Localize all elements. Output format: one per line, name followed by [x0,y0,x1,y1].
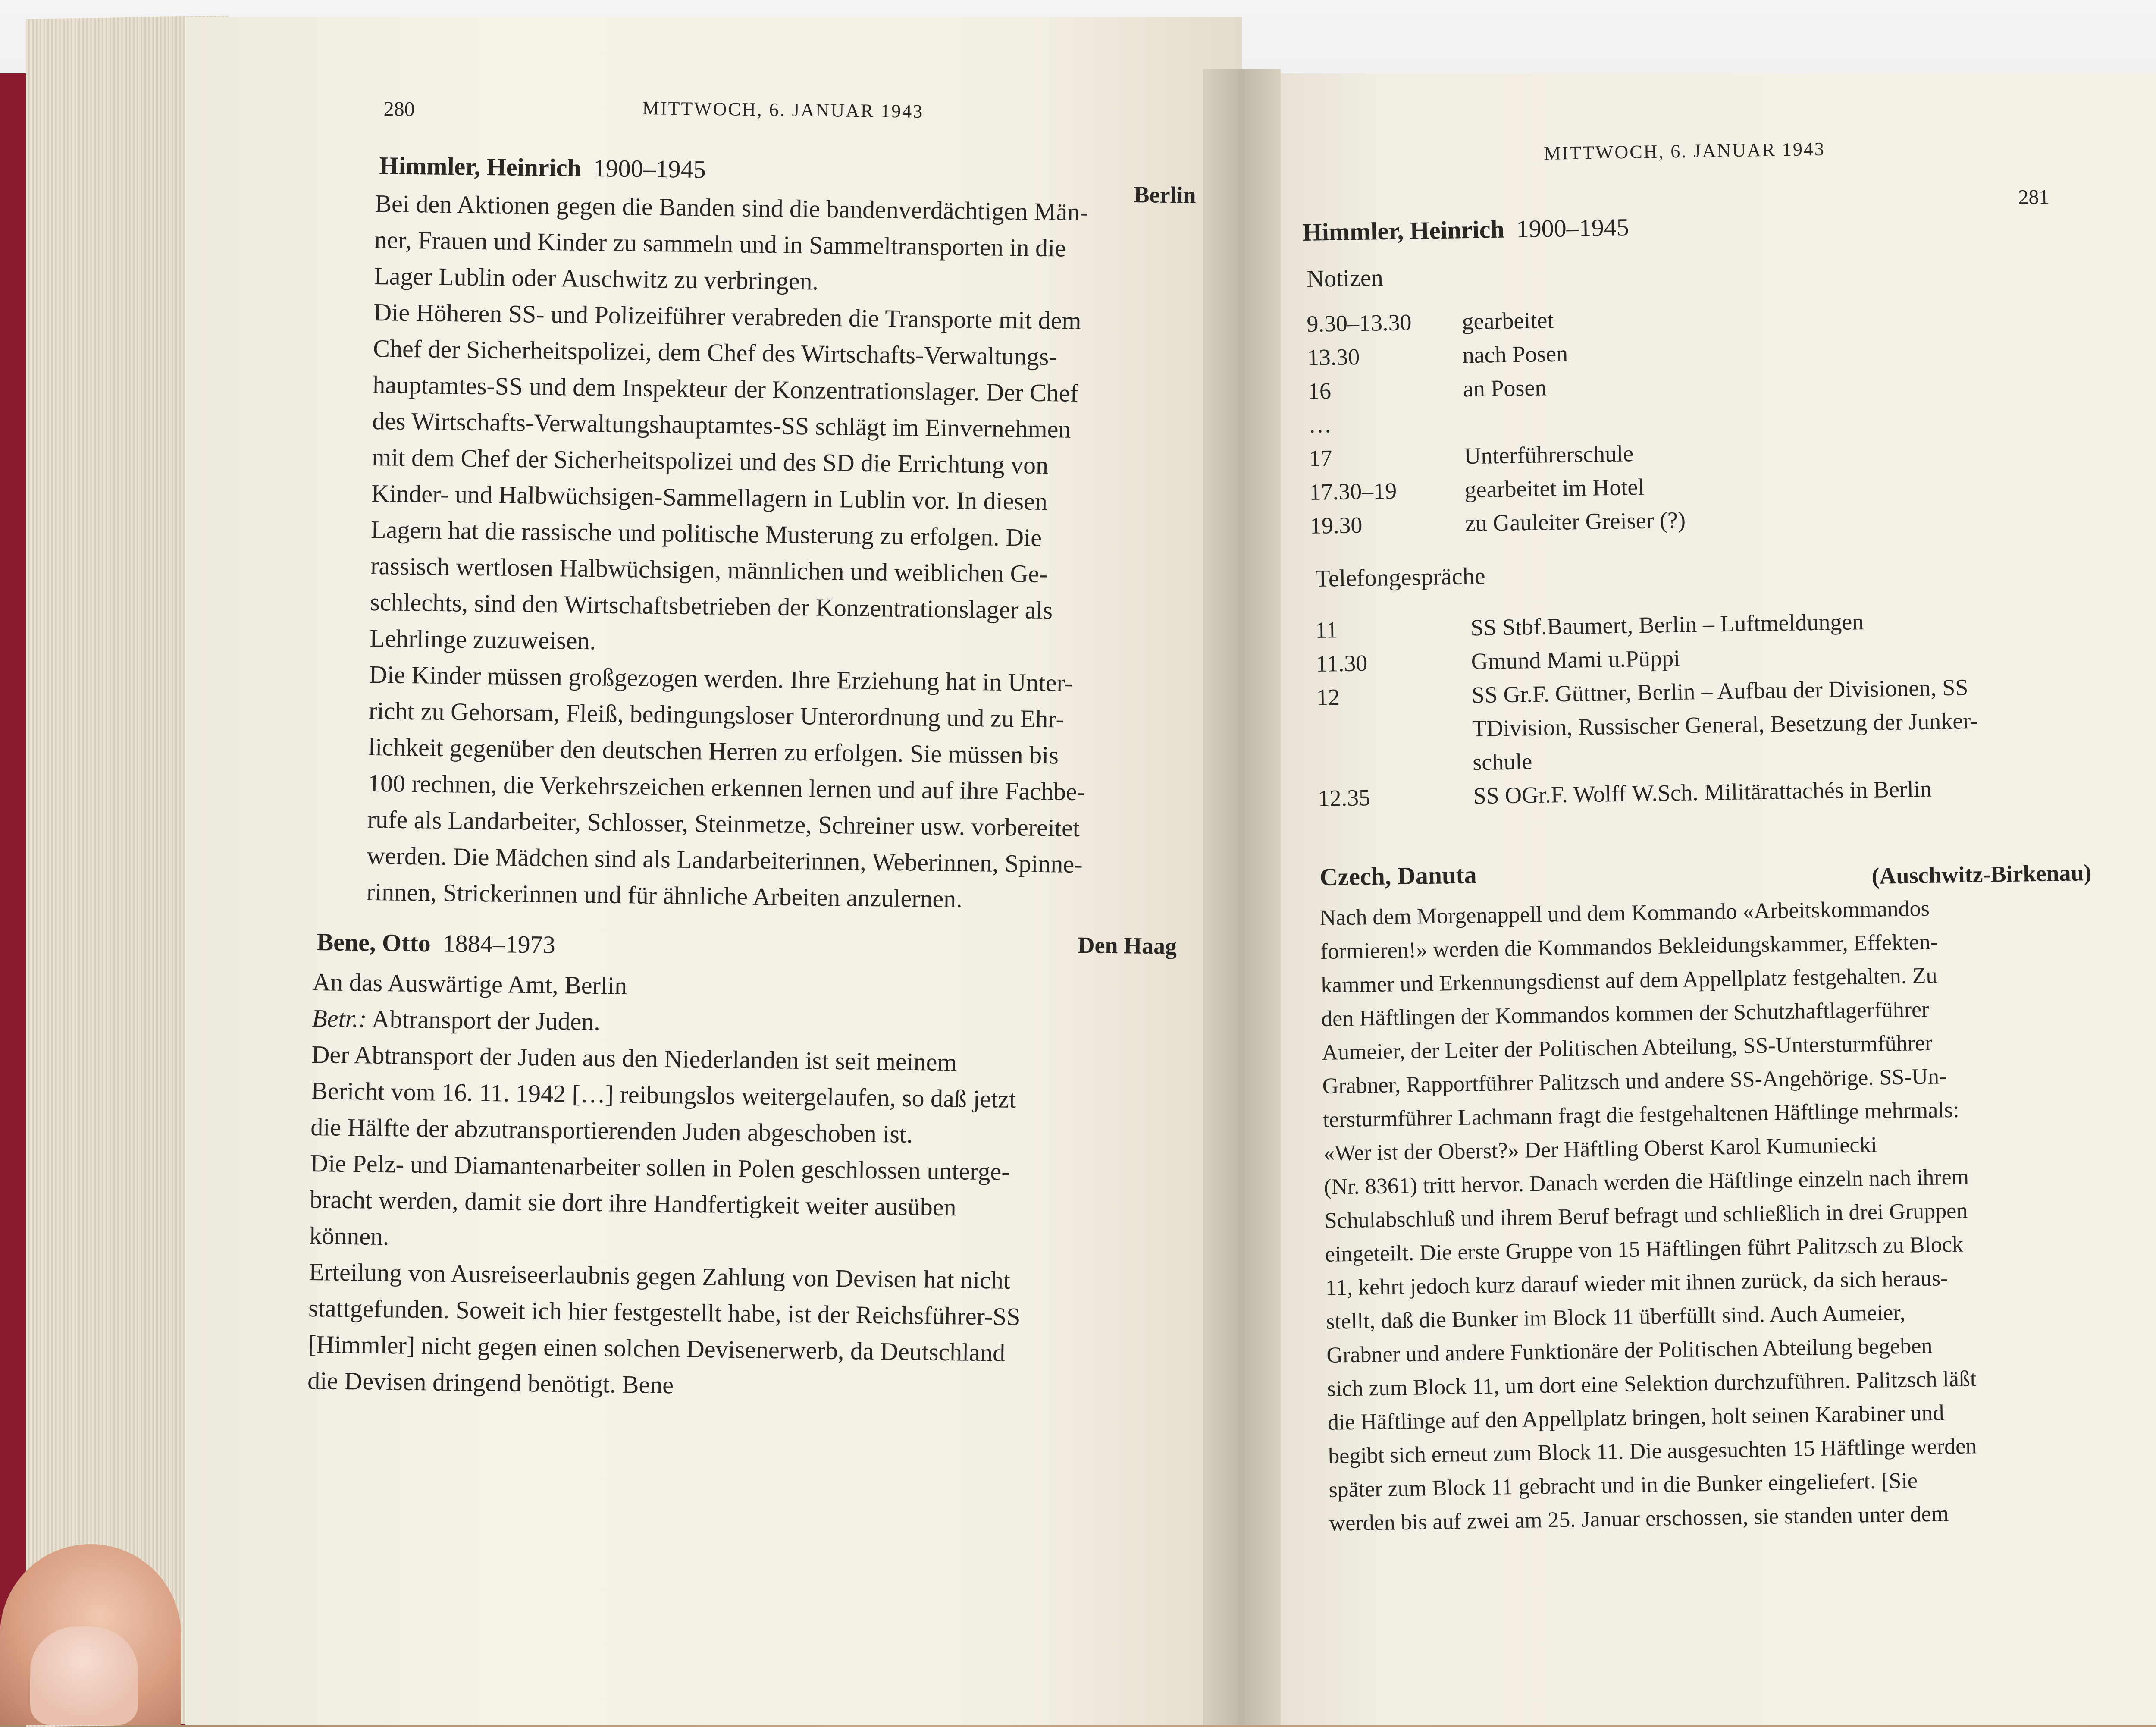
text-line: die Häftlinge auf den Appellplatz bringen, holt seinen Karabiner und [1327,1400,1944,1435]
left-running-header: MITTWOCH, 6. JANUAR 1943 [642,97,924,122]
text-line: den Häftlingen der Kommandos kommen der Schutzhaftlagerführer [1321,997,1929,1031]
text-line: [Himmler] nicht gegen einen solchen Devisenerwerb, da Deutschland [307,1330,1006,1367]
text-line: des Wirtschafts-Verwaltungshauptamtes-SS schlägt im Einvernehmen [372,406,1071,443]
text-line: Lagern hat die rassische und politische Musterung zu erfolgen. Die [370,515,1042,552]
entry-cell: schule [1472,748,1532,776]
text-line: Lager Lublin oder Auschwitz zu verbringen. [374,261,819,295]
text-line: Schulabschluß und ihrem Beruf befragt und schließlich in drei Gruppen [1324,1198,1968,1233]
time-cell: … [1308,411,1332,438]
notes-table [1307,305,1686,546]
text-line: rinnen, Strickerinnen und für ähnliche Arbeiten anzulernen. [366,877,963,913]
calls-table [1315,606,1979,819]
entry-name: Himmler, Heinrich [1302,215,1505,246]
left-himmler-place: Berlin [1134,181,1196,208]
left-page-number: 280 [383,97,415,121]
text-line: 100 rechnen, die Verkehrszeichen erkennen lernen und auf ihre Fachbe- [367,769,1086,806]
text-line: Grabner, Rapportführer Palitzsch und andere SS-Angehörige. SS-Un- [1322,1064,1947,1099]
text-line: die Devisen dringend benötigt. Bene [307,1366,674,1399]
text-line: Der Abtransport der Juden aus den Niederlanden ist seit meinem [311,1040,957,1077]
left-bene-place: Den Haag [1078,932,1177,959]
text-line: formieren!» werden die Kommandos Bekleidungskammer, Effekten- [1320,929,1938,964]
notes-row [1309,439,1685,479]
time-cell: 12 [1316,684,1340,710]
entry-cell: TDivision, Russischer General, Besetzung der Junker- [1472,707,1978,742]
right-himmler-heading [1302,213,1629,247]
text-line: «Wer ist der Oberst?» Der Häftling Oberst Karol Kumuniecki [1323,1132,1877,1166]
right-czech-text [1319,891,1979,1540]
text-line: Kinder- und Halbwüchsigen-Sammellagern in Lublin vor. In diesen [371,479,1048,516]
entry-cell: SS Gr.F. Güttner, Berlin – Aufbau der Divisionen, SS [1471,674,1968,708]
notes-row [1307,305,1683,344]
text-line: Die Höheren SS- und Polizeiführer verabreden die Transporte mit dem [373,298,1082,335]
entry-cell: zu Gauleiter Greiser (?) [1465,507,1686,537]
calls-label: Telefongespräche [1315,562,1486,592]
entry-cell: gearbeitet im Hotel [1464,474,1645,503]
text-line: Die Kinder müssen großgezogen werden. Ihre Erziehung hat in Unter- [369,660,1073,697]
entry-cell: nach Posen [1462,340,1568,368]
entry-cell: Unterführerschule [1463,440,1634,469]
text-line: (Nr. 8361) tritt hervor. Danach werden die Häftlinge einzeln nach ihrem [1323,1165,1969,1199]
time-cell: 19.30 [1310,512,1363,539]
right-czech-heading: Czech, Danuta [1319,860,1477,891]
text-line: später zum Block 11 gebracht und in die Bunker eingeliefert. [Sie [1328,1468,1918,1502]
text-line: stellt, daß die Bunker im Block 11 überfüllt sind. Auch Aumeier, [1326,1300,1906,1334]
text-line: Erteilung von Ausreiseerlaubnis gegen Zahlung von Devisen hat nicht [308,1257,1011,1294]
subject-text: Abtransport der Juden. [367,1005,601,1036]
entry-cell: SS OGr.F. Wolff W.Sch. Militärattachés in Berlin [1473,776,1932,809]
time-cell [1317,715,1473,751]
entry-cell: an Posen [1463,374,1547,402]
text-line: Nach dem Morgenappell und dem Kommando «Arbeitskommandos [1319,896,1930,930]
entry-name: Bene, Otto [317,928,431,958]
text-line: Bei den Aktionen gegen die Banden sind die bandenverdächtigen Män- [375,189,1088,226]
entry-years: 1900–1945 [593,154,706,184]
text-line: werden bis auf zwei am 25. Januar erschossen, sie standen unter dem [1329,1501,1949,1536]
entry-cell: Gmund Mami u.Püppi [1471,645,1680,675]
text-line: Grabner und andere Funktionäre der Politischen Abteilung begeben [1326,1333,1933,1368]
text-line: 11, kehrt jedoch kurz darauf wieder mit ihnen zurück, da sich heraus- [1325,1266,1948,1300]
notes-row [1309,473,1685,512]
book-gutter [1203,69,1281,1725]
entry-name: Himmler, Heinrich [379,151,582,182]
text-line: Die Pelz- und Diamantenarbeiter sollen in Polen geschlossen unterge- [310,1149,1010,1186]
text-line: kammer und Erkennungsdienst auf dem Appellplatz festgehalten. Zu [1320,963,1937,998]
entry-cell: SS Stbf.Baumert, Berlin – Luftmeldungen [1470,609,1864,641]
entry-years: 1900–1945 [1516,213,1630,243]
entry-cell: gearbeitet [1461,307,1554,335]
time-cell: 17 [1308,445,1332,471]
notes-row [1310,506,1686,546]
entry-cell [1463,405,1684,443]
text-line: rassisch wertlosen Halbwüchsigen, männlichen und weiblichen Ge- [370,551,1048,588]
left-bene-text [307,964,1025,1407]
notes-label: Notizen [1307,264,1384,292]
subject-label: Betr.: [312,1004,367,1033]
right-czech-place: (Auschwitz-Birkenau) [1871,859,2092,889]
text-line: Aumeier, der Leiter der Politischen Abteilung, SS-Untersturmführer [1322,1030,1933,1065]
text-line: Bericht vom 16. 11. 1942 […] reibungslos weitergelaufen, so daß jetzt [311,1076,1016,1113]
text-line: stattgefunden. Soweit ich hier festgestellt habe, ist der Reichsführer-SS [308,1294,1021,1331]
text-line: rufe als Landarbeiter, Schlosser, Steinmetze, Schreiner usw. vorbereitet [367,805,1080,842]
text-line: die Hälfte der abzutransportierenden Juden abgeschoben ist. [310,1112,913,1149]
time-cell: 9.30–13.30 [1307,309,1412,337]
text-line: ner, Frauen und Kinder zu sammeln und in Sammeltransporten in die [374,225,1066,262]
text-line: richt zu Gehorsam, Fleiß, bedingungsloser Unterordnung und zu Ehr- [368,696,1065,733]
time-cell: 11.30 [1316,650,1368,677]
text-line: begibt sich erneut zum Block 11. Die ausgesuchten 15 Häftlinge werden [1328,1434,1977,1469]
time-cell: 17.30–19 [1309,477,1397,505]
notes-row [1308,405,1684,445]
left-bene-heading [317,927,555,959]
text-line: eingeteilt. Die erste Gruppe von 15 Häftlingen führt Palitzsch zu Block [1325,1232,1964,1267]
text-line: sich zum Block 11, um dort eine Selektion durchzuführen. Palitzsch läßt [1327,1366,1977,1401]
notes-row [1307,338,1683,378]
thumbnail [30,1626,138,1725]
right-page-number: 281 [2018,185,2049,209]
text-line: schlechts, sind den Wirtschaftsbetrieben der Konzentrationslager als [370,587,1053,625]
text-line: mit dem Chef der Sicherheitspolizei und des SD die Errichtung von [371,443,1049,480]
text-line: bracht werden, damit sie dort ihre Handfertigkeit weiter ausüben [309,1185,957,1221]
time-cell [1317,749,1473,785]
left-himmler-text [366,185,1092,919]
text-line: Lehrlinge zuzuweisen. [369,624,596,655]
entry-years: 1884–1973 [442,929,556,959]
address-line: An das Auswärtige Amt, Berlin [312,967,627,1000]
time-cell: 16 [1307,378,1332,404]
text-line: tersturmführer Lachmann fragt die festgehaltenen Häftlinge mehrmals: [1322,1097,1959,1132]
text-line: lichkeit gegenüber den deutschen Herren zu erfolgen. Sie müssen bis [368,732,1059,769]
left-himmler-heading [379,151,706,184]
time-cell: 12.35 [1318,785,1371,811]
time-cell: 13.30 [1307,344,1360,371]
notes-row [1307,372,1683,411]
text-line: können. [309,1221,389,1251]
text-line: werden. Die Mädchen sind als Landarbeiterinnen, Weberinnen, Spinne- [367,841,1083,879]
time-cell: 11 [1315,617,1338,643]
text-line: Chef der Sicherheitspolizei, dem Chef des Wirtschafts-Verwaltungs- [373,334,1057,371]
text-line: hauptamtes-SS und dem Inspekteur der Konzentrationslager. Der Chef [372,370,1079,407]
right-running-header: MITTWOCH, 6. JANUAR 1943 [1544,138,1826,164]
